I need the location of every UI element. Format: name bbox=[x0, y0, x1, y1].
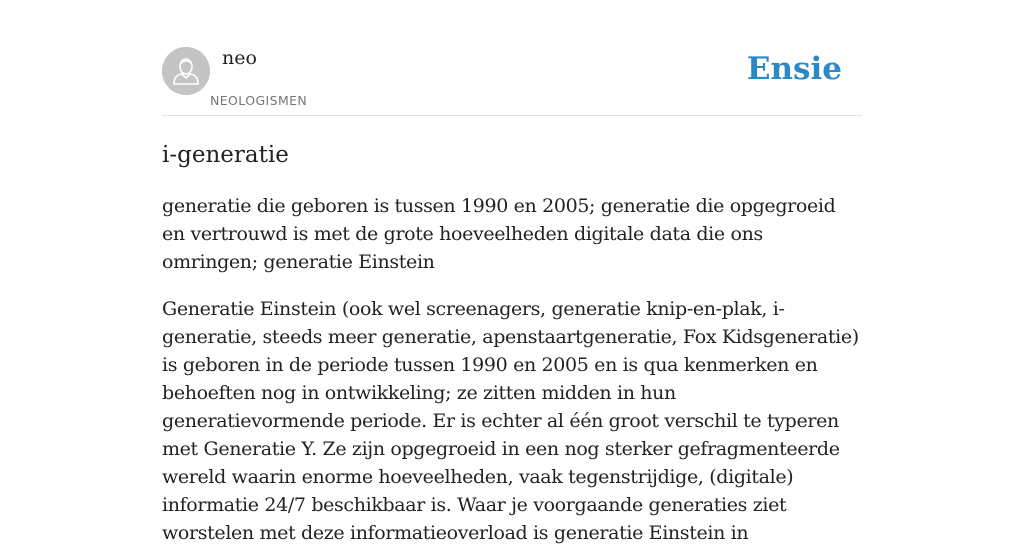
category-label[interactable]: NEOLOGISMEN bbox=[210, 93, 308, 108]
entry-header bbox=[162, 0, 862, 116]
author-name-link[interactable]: neo bbox=[222, 47, 257, 69]
definition-text: generatie die geboren is tussen 1990 en 2005; generatie die opgegroeid en vertrouwd is met de grote hoeveelheden digitale data die ons omringen; generatie Einstein bbox=[162, 195, 836, 273]
example-text: Generatie Einstein (ook wel screenagers, generatie knip-en-plak, i-generatie, steeds meer generatie, apenstaartgeneratie, Fox Kidsgeneratie) is geboren in de periode tussen 1990 en 2005 en is qua kenmerken en behoeften nog in ontwikkeling; ze zitten midden in hun generatievormende periode. Er is echter al één groot verschil te typeren met Generatie Y. Ze zijn opgegroeid in een nog sterker gefragmenteerde wereld waarin enorme hoeveelheden, vaak tegenstrijdige, (digitale) informatie 24/7 beschikbaar is. Waar je voorgaande generaties ziet worstelen met deze informatieoverload is generatie Einstein in bbox=[162, 298, 859, 544]
ensie-logo[interactable]: Ensie bbox=[746, 51, 842, 87]
avatar[interactable] bbox=[162, 47, 210, 95]
content-container bbox=[162, 0, 862, 547]
term-title: i-generatie bbox=[162, 142, 289, 168]
user-silhouette-icon bbox=[162, 47, 210, 95]
